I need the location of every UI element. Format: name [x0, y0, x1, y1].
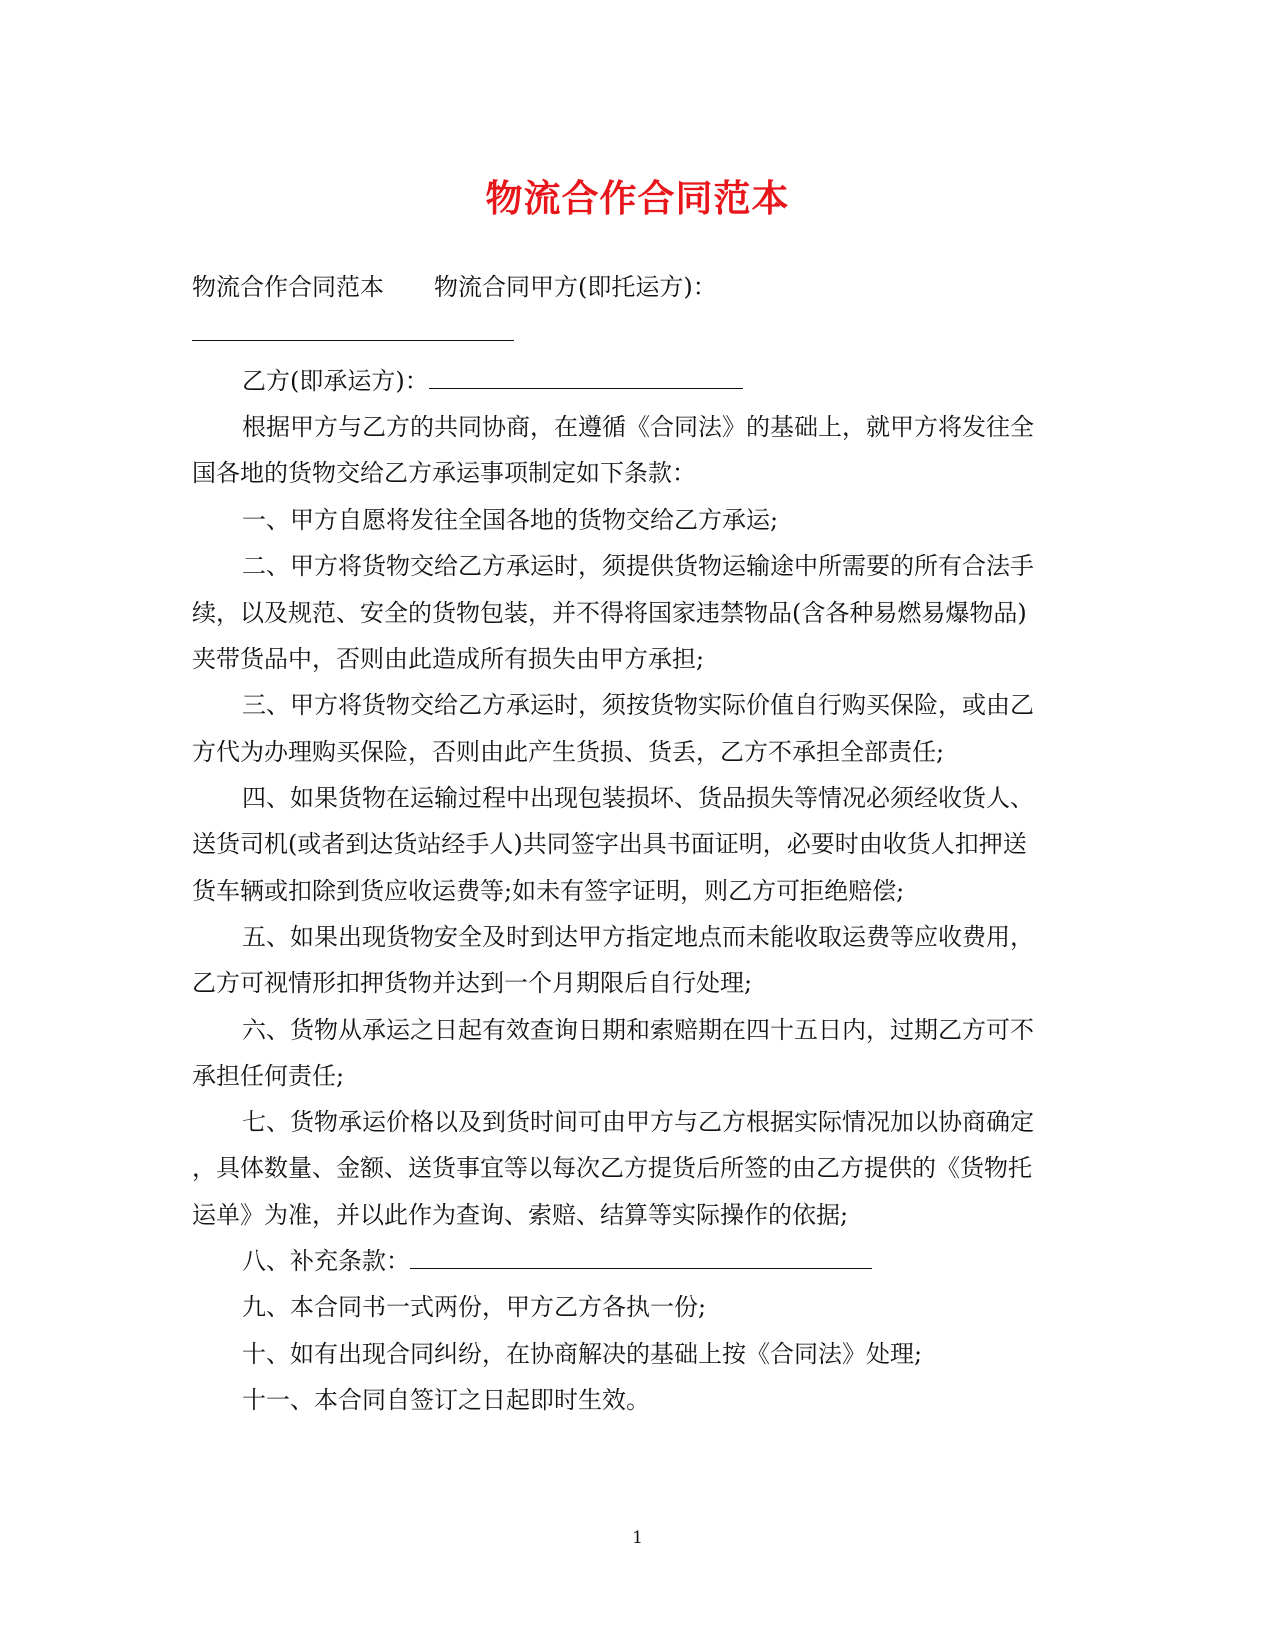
clause-4-line-3: 货车辆或扣除到货应收运费等;如未有签字证明，则乙方可拒绝赔偿;	[192, 877, 905, 905]
header-line	[192, 272, 717, 302]
clause-5-line-2: 乙方可视情形扣押货物并达到一个月期限后自行处理;	[192, 969, 753, 997]
clause-5-line-1: 五、如果出现货物安全及时到达甲方指定地点而未能收取运费等应收费用，	[242, 923, 1034, 951]
clause-7-line-1: 七、货物承运价格以及到货时间可由甲方与乙方根据实际情况加以协商确定	[242, 1108, 1034, 1136]
document-title: 物流合作合同范本	[485, 176, 790, 220]
party-b-label: 乙方(即承运方)：	[242, 367, 429, 395]
clause-2-line-3: 夹带货品中，否则由此造成所有损失由甲方承担;	[192, 645, 705, 673]
clause-8-line	[242, 1246, 872, 1276]
clause-10-line-1: 十、如有出现合同纠纷，在协商解决的基础上按《合同法》处理;	[242, 1340, 923, 1368]
clause-8-blank	[410, 1248, 872, 1269]
clause-6-line-1: 六、货物从承运之日起有效查询日期和索赔期在四十五日内，过期乙方可不	[242, 1016, 1034, 1044]
clause-2-line-1: 二、甲方将货物交给乙方承运时，须提供货物运输途中所需要的所有合法手	[242, 552, 1034, 580]
clause-4-line-1: 四、如果货物在运输过程中出现包装损坏、货品损失等情况必须经收货人、	[242, 784, 1034, 812]
clause-4-line-2: 送货司机(或者到达货站经手人)共同签字出具书面证明，必要时由收货人扣押送	[192, 830, 1027, 858]
clause-9-line-1: 九、本合同书一式两份，甲方乙方各执一份;	[242, 1293, 707, 1321]
clause-2-line-2: 续，以及规范、安全的货物包装，并不得将国家违禁物品(含各种易燃易爆物品)	[192, 599, 1027, 627]
clause-7-line-2: ，具体数量、金额、送货事宜等以每次乙方提货后所签的由乙方提供的《货物托	[192, 1154, 1032, 1182]
clause-3-line-2: 方代为办理购买保险，否则由此产生货损、货丢，乙方不承担全部责任;	[192, 738, 945, 766]
party-a-blank	[192, 320, 514, 341]
clause-1-line-1: 一、甲方自愿将发往全国各地的货物交给乙方承运;	[242, 506, 779, 534]
clause-8-label: 八、补充条款：	[242, 1247, 410, 1275]
page-number: 1	[632, 1528, 643, 1548]
clause-3-line-1: 三、甲方将货物交给乙方承运时，须按货物实际价值自行购买保险，或由乙	[242, 691, 1034, 719]
party-a-blank-line	[192, 318, 514, 348]
header-left-text: 物流合作合同范本	[192, 273, 384, 301]
clause-6-line-2: 承担任何责任;	[192, 1062, 345, 1090]
party-a-label: 物流合同甲方(即托运方)：	[434, 273, 717, 301]
party-b-line	[242, 366, 743, 396]
clause-11-line-1: 十一、本合同自签订之日起即时生效。	[242, 1386, 650, 1414]
party-b-blank	[429, 368, 743, 389]
clause-7-line-3: 运单》为准，并以此作为查询、索赔、结算等实际操作的依据;	[192, 1201, 849, 1229]
intro-line-1: 根据甲方与乙方的共同协商，在遵循《合同法》的基础上，就甲方将发往全	[242, 413, 1034, 441]
intro-line-2: 国各地的货物交给乙方承运事项制定如下条款：	[192, 459, 696, 487]
